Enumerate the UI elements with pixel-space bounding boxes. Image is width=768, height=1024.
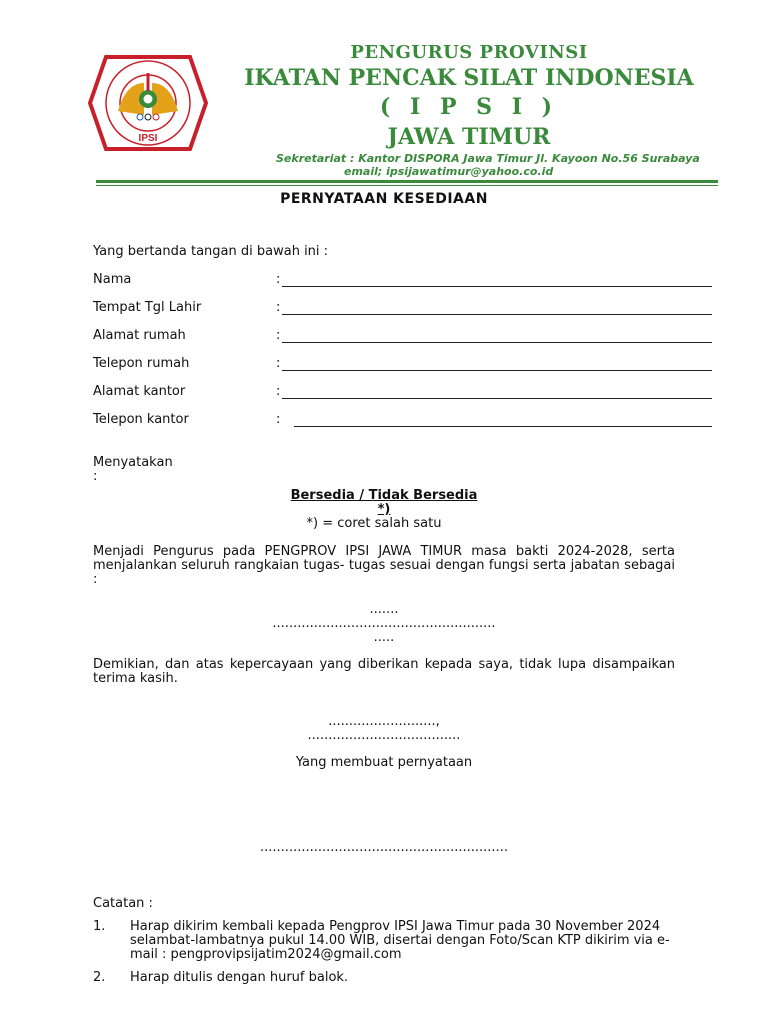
header-line-4: JAWA TIMUR (387, 124, 551, 150)
header-line-3: ( I P S I ) (379, 94, 559, 120)
field-label-ttl: Tempat Tgl Lahir (93, 300, 202, 315)
field-colon-telepon-kantor: : (276, 412, 281, 427)
field-line-nama[interactable] (282, 272, 712, 287)
header-rule-thick (96, 180, 718, 183)
intro-text: Yang bertanda tangan di bawah ini : (93, 244, 329, 259)
header-line-1: PENGURUS PROVINSI (350, 42, 588, 63)
secretariat-address: Sekretariat : Kantor DISPORA Jawa Timur Jl. Kayoon No.56 Surabaya (276, 152, 700, 165)
field-line-ttl[interactable] (282, 300, 712, 315)
body-paragraph: Menjadi Pengurus pada PENGPROV IPSI JAWA TIMUR masa bakti 2024-2028, serta menjalankan seluruh rangkaian tugas- tugas sesuai dengan fungsi serta jabatan sebagai : (93, 544, 675, 587)
header-rule-thin (96, 185, 718, 186)
signer-label: Yang membuat pernyataan (295, 755, 473, 770)
catatan-label: Catatan : (93, 896, 153, 911)
field-line-telepon-rumah[interactable] (282, 356, 712, 371)
position-dots-1: ....... (369, 602, 399, 617)
field-colon-alamat-rumah: : (276, 328, 281, 343)
note-number-2: 2. (93, 970, 106, 985)
position-dots-3: ..... (373, 630, 395, 645)
place-date-dots-2[interactable]: ..................................... (307, 728, 461, 743)
position-dots-2[interactable]: ...................................................... (272, 616, 496, 631)
choice-note: *) = coret salah satu (306, 516, 442, 531)
menyatakan-label: Menyatakan (93, 455, 173, 470)
field-colon-telepon-rumah: : (276, 356, 281, 371)
field-colon-alamat-kantor: : (276, 384, 281, 399)
field-line-alamat-kantor[interactable] (282, 384, 712, 399)
note-number-1: 1. (93, 919, 106, 934)
field-line-telepon-kantor[interactable] (294, 412, 712, 427)
closing-paragraph: Demikian, dan atas kepercayaan yang diberikan kepada saya, tidak lupa disampaikan terima kasih. (93, 657, 675, 686)
field-colon-nama: : (276, 272, 281, 287)
field-line-alamat-rumah[interactable] (282, 328, 712, 343)
ipsi-logo (88, 53, 208, 153)
field-label-telepon-kantor: Telepon kantor (93, 412, 189, 427)
menyatakan-colon: : (93, 469, 98, 484)
secretariat-email: email; ipsijawatimur@yahoo.co.id (344, 165, 554, 178)
note-text-2: Harap ditulis dengan huruf balok. (130, 970, 349, 985)
place-date-dots-1[interactable]: .........................., (328, 714, 440, 729)
logo-bottom-text: IPSI (138, 133, 158, 144)
header-line-2: IKATAN PENCAK SILAT INDONESIA (244, 65, 694, 91)
note-text-1: Harap dikirim kembali kepada Pengprov IPSI Jawa Timur pada 30 November 2024 selambat-lambatnya pukul 14.00 WIB, disertai dengan Foto/Scan KTP dikirim via e-mail : pengprovipsijatim2024@gmail.com (130, 919, 670, 962)
field-label-telepon-rumah: Telepon rumah (93, 356, 190, 371)
field-label-nama: Nama (93, 272, 132, 287)
choice-asterisk: *) (377, 502, 391, 517)
document-title: PERNYATAAN KESEDIAAN (280, 191, 488, 207)
field-label-alamat-kantor: Alamat kantor (93, 384, 186, 399)
field-colon-ttl: : (276, 300, 281, 315)
field-label-alamat-rumah: Alamat rumah (93, 328, 186, 343)
signature-dots[interactable]: ............................................................ (260, 840, 508, 855)
choice-bersedia-tidak[interactable]: Bersedia / Tidak Bersedia (290, 488, 478, 503)
